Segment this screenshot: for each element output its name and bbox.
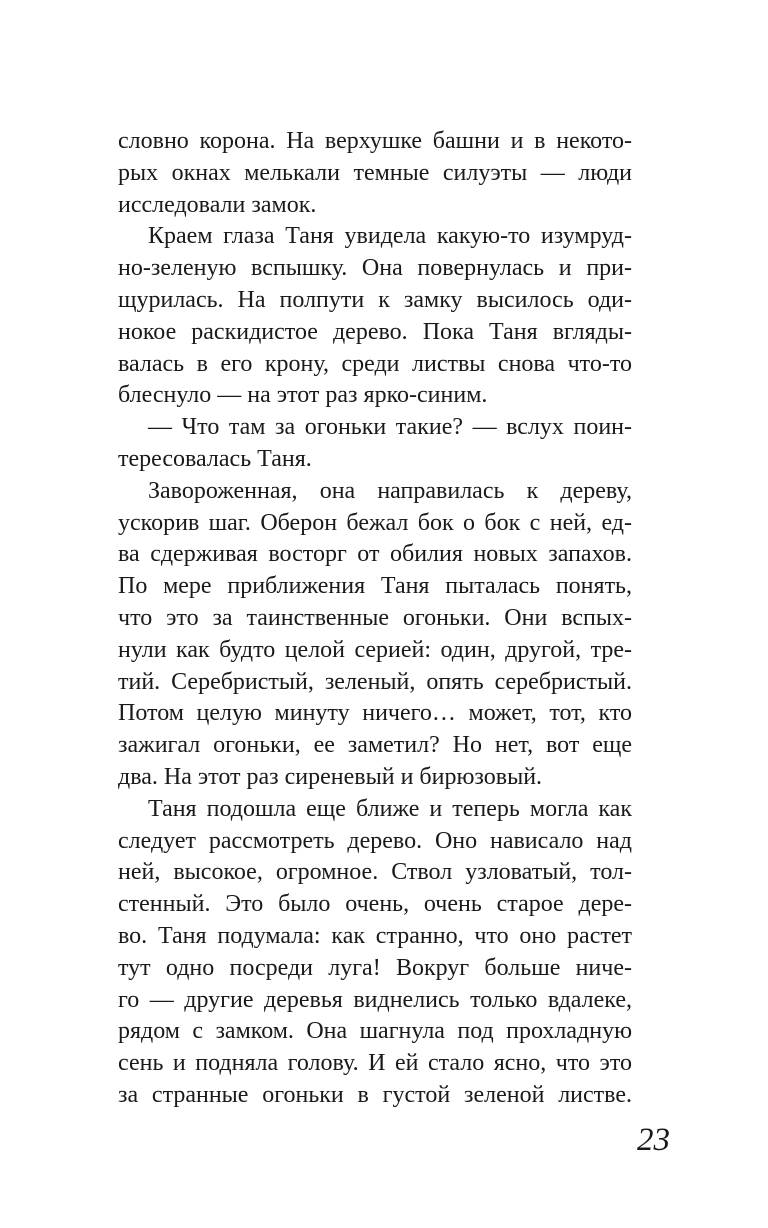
text-line: рых окнах мелькали темные силуэты — люди [118, 159, 632, 186]
body-text [118, 126, 632, 1112]
text-line: Таня подошла еще ближе и теперь могла как [148, 795, 632, 822]
text-line: стенный. Это было очень, очень старое дере- [118, 891, 632, 918]
text-line: ва сдерживая восторг от обилия новых запахов. [118, 541, 632, 568]
text-line: — Что там за огоньки такие? — вслух поин- [148, 414, 632, 441]
text-line: Завороженная, она направилась к дереву, [148, 477, 632, 504]
text-line: нули как будто целой серией: один, другой, тре- [118, 636, 632, 663]
text-line: тут одно посреди луга! Вокруг больше ниче- [118, 954, 632, 981]
text-line: нокое раскидистое дерево. Пока Таня вгляды- [118, 318, 632, 345]
text-line: ускорив шаг. Оберон бежал бок о бок с ней, ед- [118, 509, 632, 536]
text-line: во. Таня подумала: как странно, что оно растет [118, 922, 632, 949]
text-line: рядом с замком. Она шагнула под прохладную [118, 1018, 632, 1045]
text-line: за странные огоньки в густой зеленой листве. [118, 1081, 632, 1108]
text-line: Краем глаза Таня увидела какую-то изумруд- [148, 223, 632, 250]
text-line: го — другие деревья виднелись только вдалеке, [118, 986, 632, 1013]
text-line: что это за таинственные огоньки. Они вспых- [118, 604, 632, 631]
text-line: блеснуло — на этот раз ярко-синим. [118, 382, 488, 409]
text-line: По мере приближения Таня пыталась понять, [118, 573, 632, 600]
text-line: следует рассмотреть дерево. Оно нависало над [118, 827, 632, 854]
text-line: сень и подняла голову. И ей стало ясно, что это [118, 1050, 632, 1077]
text-line: Потом целую минуту ничего… может, тот, кто [118, 700, 632, 727]
text-line: зажигал огоньки, ее заметил? Но нет, вот еще [118, 732, 632, 759]
text-line: валась в его крону, среди листвы снова что-то [118, 350, 632, 377]
text-line: словно корона. На верхушке башни и в некото- [118, 128, 632, 154]
text-line: ней, высокое, огромное. Ствол узловатый, тол- [118, 859, 632, 886]
text-line: но-зеленую вспышку. Она повернулась и при- [118, 255, 632, 282]
text-line: два. На этот раз сиреневый и бирюзовый. [118, 763, 543, 790]
text-line: тересовалась Таня. [118, 445, 312, 472]
text-line: исследовали замок. [118, 191, 317, 218]
text-line: щурилась. На полпути к замку высилось оди- [118, 286, 632, 313]
page-number: 23 [637, 1122, 670, 1158]
text-line: тий. Серебристый, зеленый, опять серебристый. [118, 668, 632, 695]
